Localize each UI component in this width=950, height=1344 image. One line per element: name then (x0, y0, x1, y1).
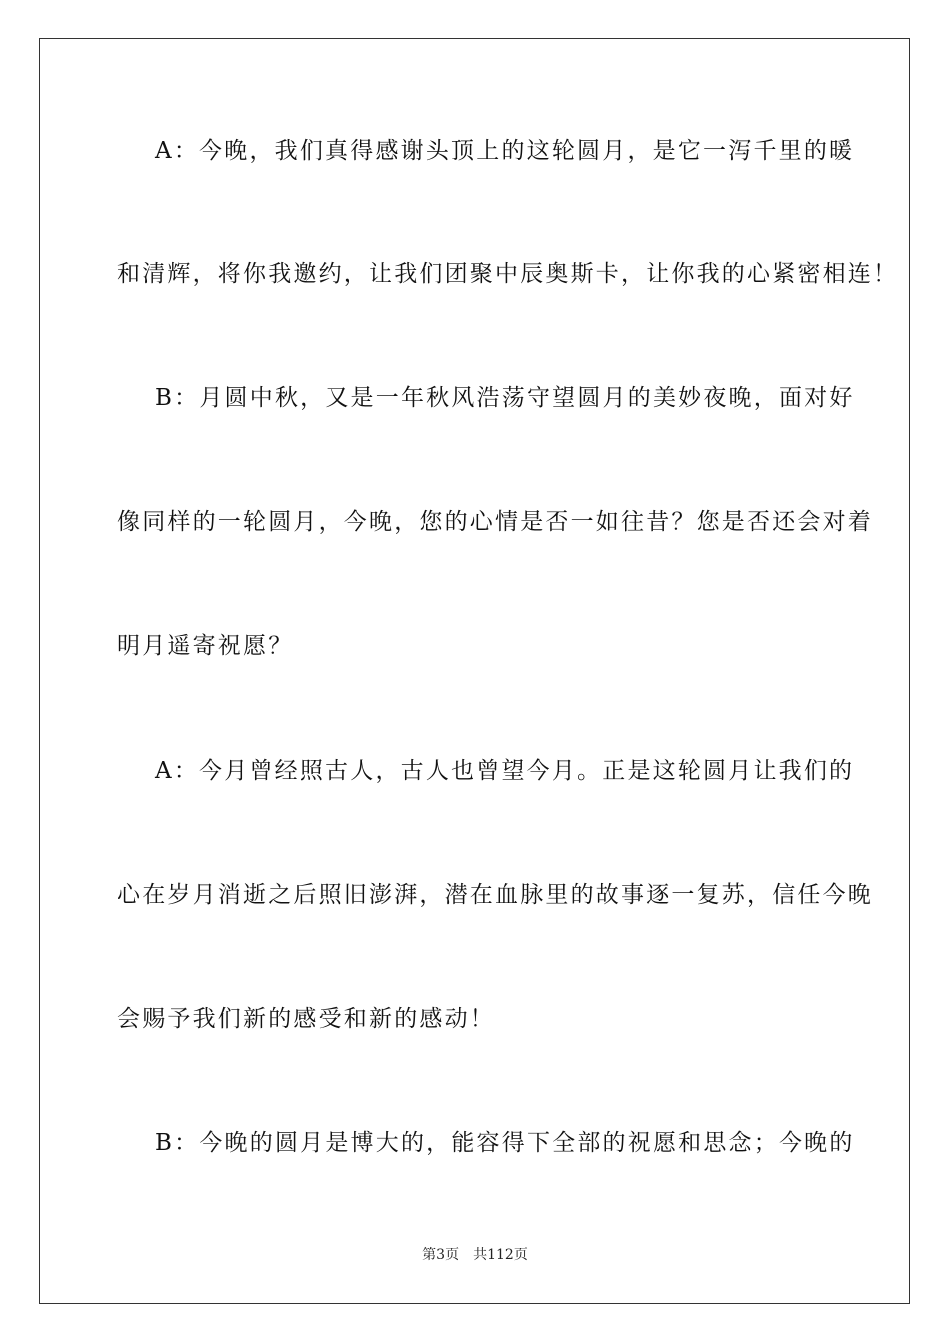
page-frame (39, 38, 910, 1304)
text-line-1: A：今晚，我们真得感谢头顶上的这轮圆月，是它一泻千里的暖 (117, 138, 855, 164)
text-line-2: 和清辉，将你我邀约，让我们团聚中辰奥斯卡，让你我的心紧密相连！ (117, 261, 899, 287)
text-line-5: 明月遥寄祝愿？ (117, 633, 294, 659)
page-total: 共112页 (473, 1247, 528, 1263)
text-line-7: 心在岁月消逝之后照旧澎湃，潜在血脉里的故事逐一复苏，信任今晚 (117, 882, 873, 908)
page-footer (0, 1246, 950, 1264)
page-number: 第3页 (422, 1247, 460, 1263)
text-line-4: 像同样的一轮圆月，今晚，您的心情是否一如往昔？您是否还会对着 (117, 509, 873, 535)
text-line-6: A：今月曾经照古人，古人也曾望今月。正是这轮圆月让我们的 (117, 758, 855, 784)
text-line-8: 会赐予我们新的感受和新的感动！ (117, 1006, 495, 1032)
text-line-9: B：今晚的圆月是博大的，能容得下全部的祝愿和思念；今晚的 (117, 1130, 855, 1156)
text-line-3: B：月圆中秋，又是一年秋风浩荡守望圆月的美妙夜晚，面对好 (117, 385, 855, 411)
